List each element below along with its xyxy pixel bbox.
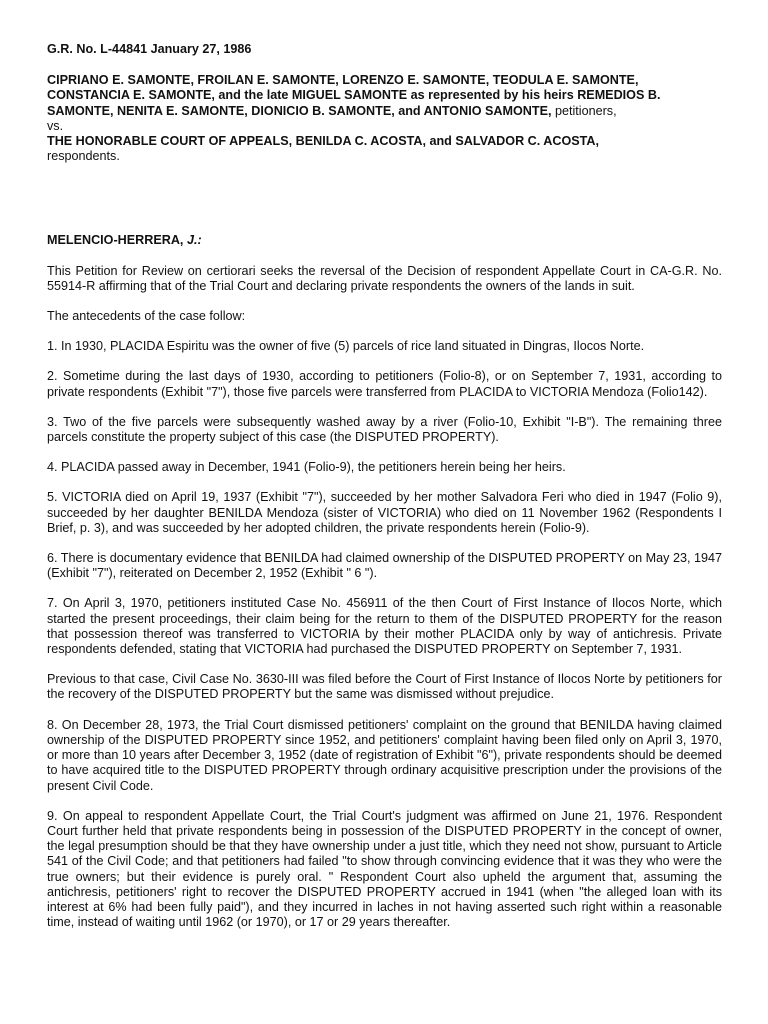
author-name: MELENCIO-HERRERA, [47, 233, 187, 248]
paragraph: 3. Two of the five parcels were subsequently washed away by a river (Folio-10, Exhibit "I-B"). The remaining three parcels constitute the property subject of this case (the DISPUTED PROPERTY). [47, 414, 722, 445]
paragraph: This Petition for Review on certiorari seeks the reversal of the Decision of respondent Appellate Court in CA-G.R. No. 55914-R affirming that of the Trial Court and declaring private respondents the owners of the lands in suit. [47, 263, 722, 293]
petitioners-label: petitioners, [551, 103, 617, 118]
paragraph: 9. On appeal to respondent Appellate Court, the Trial Court's judgment was affirmed on June 21, 1976. Respondent Court further held that private respondents being in possession of the DISPUTED PROPERTY in the concept of owner, the legal presumption should be that they have ownership under a just title, which they need not show, pursuant to Article 541 of the Civil Code; and that petitioners had failed "to show through convincing evidence that it was they who were the true owners; but their evidence is purely oral. " Respondent Court also upheld the argument that, assuming the antichresis, petitioners' right to recover the DISPUTED PROPERTY accrued in 1941 (when "the alleged loan with its interest at 6% had been fully paid"), and they incurred in laches in not having asserted such right within a reasonable time, instead of waiting until 1962 (or 1970), or 17 or 29 years thereafter. [47, 808, 722, 930]
respondents-label: respondents. [47, 149, 120, 164]
versus-label: vs. [47, 118, 64, 133]
paragraph: 4. PLACIDA passed away in December, 1941 (Folio-9), the petitioners herein being her heirs. [47, 460, 566, 475]
paragraph: 8. On December 28, 1973, the Trial Court dismissed petitioners' complaint on the ground that BENILDA having claimed ownership of the DISPUTED PROPERTY since 1952, and petitioners' complaint having been filed only on April 3, 1970, or more than 10 years after December 3, 1952 (date of registration of Exhibit "6"), private respondents should be deemed to have acquired title to the DISPUTED PROPERTY through ordinary acquisitive prescription under the provisions of the present Civil Code. [47, 717, 722, 793]
case-parties [47, 73, 722, 164]
paragraph: The antecedents of the case follow: [47, 309, 246, 324]
paragraph: 2. Sometime during the last days of 1930, according to petitioners (Folio-8), or on September 7, 1931, according to private respondents (Exhibit "7"), those five parcels were transferred from PLACIDA to VICTORIA Mendoza (Folio142). [47, 369, 722, 399]
paragraph: 5. VICTORIA died on April 19, 1937 (Exhibit "7"), succeeded by her mother Salvadora Feri who died in 1947 (Folio 9), succeeded by her daughter BENILDA Mendoza (sister of VICTORIA) who died on 11 November 1962 (Respondents I Brief, p. 3), and was succeeded by her adopted children, the private respondents herein (Folio-9). [47, 490, 722, 535]
paragraph: 6. There is documentary evidence that BENILDA had claimed ownership of the DISPUTED PROPERTY on May 23, 1947 (Exhibit "7"), reiterated on December 2, 1952 (Exhibit " 6 "). [47, 551, 722, 581]
author-suffix: J.: [186, 233, 202, 248]
ponente [47, 233, 722, 248]
case-number: G.R. No. L-44841 January 27, 1986 [47, 42, 252, 56]
paragraph: 1. In 1930, PLACIDA Espiritu was the owner of five (5) parcels of rice land situated in Dingras, Ilocos Norte. [47, 339, 645, 354]
paragraph: Previous to that case, Civil Case No. 3630-III was filed before the Court of First Instance of Ilocos Norte by petitioners for the recovery of the DISPUTED PROPERTY but the same was dismissed without prejudice. [47, 672, 722, 702]
paragraph: 7. On April 3, 1970, petitioners instituted Case No. 456911 of the then Court of First Instance of Ilocos Norte, which started the present proceedings, their claim being for the return to them of the DISPUTED PROPERTY for the reason that possession thereof was transferred to VICTORIA by their mother PLACIDA only by way of antichresis. Private respondents defended, stating that VICTORIA had purchased the DISPUTED PROPERTY on September 7, 1931. [47, 596, 722, 657]
petitioners-names: CIPRIANO E. SAMONTE, FROILAN E. SAMONTE, LORENZO E. SAMONTE, TEODULA E. SAMONTE, CONSTANCIA E. SAMONTE, and the late MIGUEL SAMONTE as represented by his heirs REMEDIOS B. SAMONTE, NENITA E. SAMONTE, DIONICIO B. SAMONTE, and ANTONIO SAMONTE, [47, 73, 661, 118]
respondents-names: THE HONORABLE COURT OF APPEALS, BENILDA C. ACOSTA, and SALVADOR C. ACOSTA, [47, 134, 600, 149]
